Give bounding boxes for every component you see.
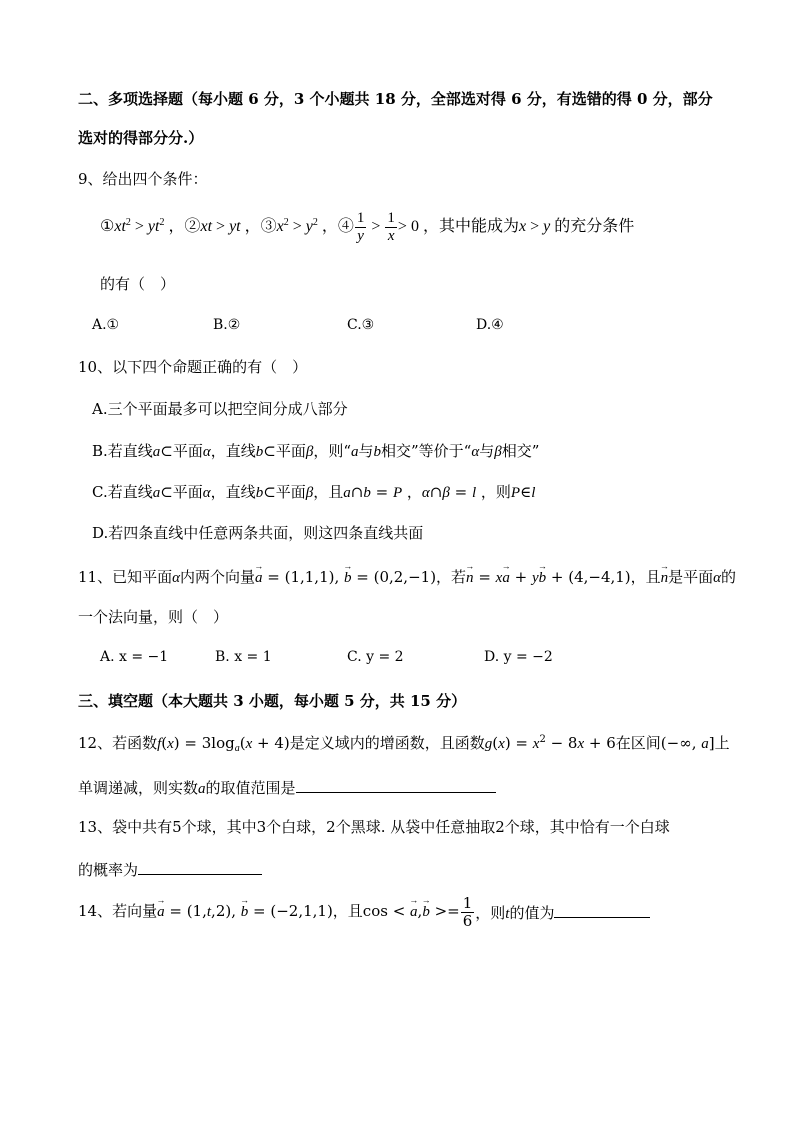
q11-line2: 一个法向量，则（ ）	[78, 608, 229, 626]
q12-line2: 单调递减，则实数a的取值范围是	[78, 778, 496, 797]
q14-answer-blank[interactable]	[554, 903, 650, 918]
section2-title-line1: 二、多项选择题（每小题 6 分，3 个小题共 18 分，全部选对得 6 分，有选错的得 0 分，部分	[78, 90, 713, 108]
q11-option-b[interactable]: B. x = 1	[215, 649, 272, 665]
q12-answer-blank[interactable]	[296, 778, 496, 793]
q9-tail: 的有（ ）	[100, 275, 176, 293]
q9-option-c[interactable]: C.③	[347, 317, 375, 333]
q10-option-b[interactable]: B.若直线a⊂平面α，直线b⊂平面β，则“a与b相交”等价于“α与β相交”	[92, 442, 540, 460]
q11-line1: 11、已知平面α内两个向量→ a = (1,1,1), → b = (0,2,−1)，若→ n = x→ a + y→ b + (4,−4,1)，且→ n是平面α的	[78, 570, 736, 586]
q11-option-d[interactable]: D. y = −2	[484, 649, 553, 665]
q10-stem: 10、以下四个命题正确的有（ ）	[78, 358, 308, 376]
q9-option-d[interactable]: D.④	[476, 317, 504, 333]
q14-line: 14、若向量→ a = (1,t,2), → b = (−2,1,1)，且cos < → a,→ b >= $\frac{1}{6}$ ，则t的值为	[78, 895, 650, 935]
q9-option-b[interactable]: B.②	[213, 317, 241, 333]
q10-option-a[interactable]: A.三个平面最多可以把空间分成八部分	[92, 400, 348, 418]
q9-option-a[interactable]: A.①	[92, 317, 120, 333]
q13-line2: 的概率为	[78, 860, 262, 878]
q9-stem: 9、给出四个条件：	[78, 170, 208, 188]
q11-option-c[interactable]: C. y = 2	[347, 649, 404, 665]
q12-line1: 12、若函数$f(x) = 3\log_a(x + 4)$是定义域内的增函数，且函数$g(x) = x^2 - 8x + 6$在区间(−∞, a]上	[78, 734, 730, 754]
q11-option-a[interactable]: A. x = −1	[100, 649, 169, 665]
section2-title-line2: 选对的得部分分.）	[78, 129, 204, 147]
q10-option-d[interactable]: D.若四条直线中任意两条共面，则这四条直线共面	[92, 524, 424, 542]
q13-line1: 13、袋中共有5个球，其中3个白球，2个黑球. 从袋中任意抽取2个球，其中恰有一个白球	[78, 818, 670, 836]
section3-title: 三、填空题（本大题共 3 小题，每小题 5 分，共 15 分）	[78, 692, 467, 710]
q10-option-c[interactable]: C.若直线a⊂平面α，直线b⊂平面β，且a∩b = P ，α∩β = l ，则P∈l	[92, 483, 536, 501]
q9-conditions: $①xt^2 > yt^2$ ，②xt > yt ，$③x^2 > y^2$ ，④ $\frac{1}{y}$ > $\frac{1}{x}$ > 0 ，其中能成为x > y 的充分条件	[100, 210, 635, 244]
q13-answer-blank[interactable]	[138, 860, 262, 875]
